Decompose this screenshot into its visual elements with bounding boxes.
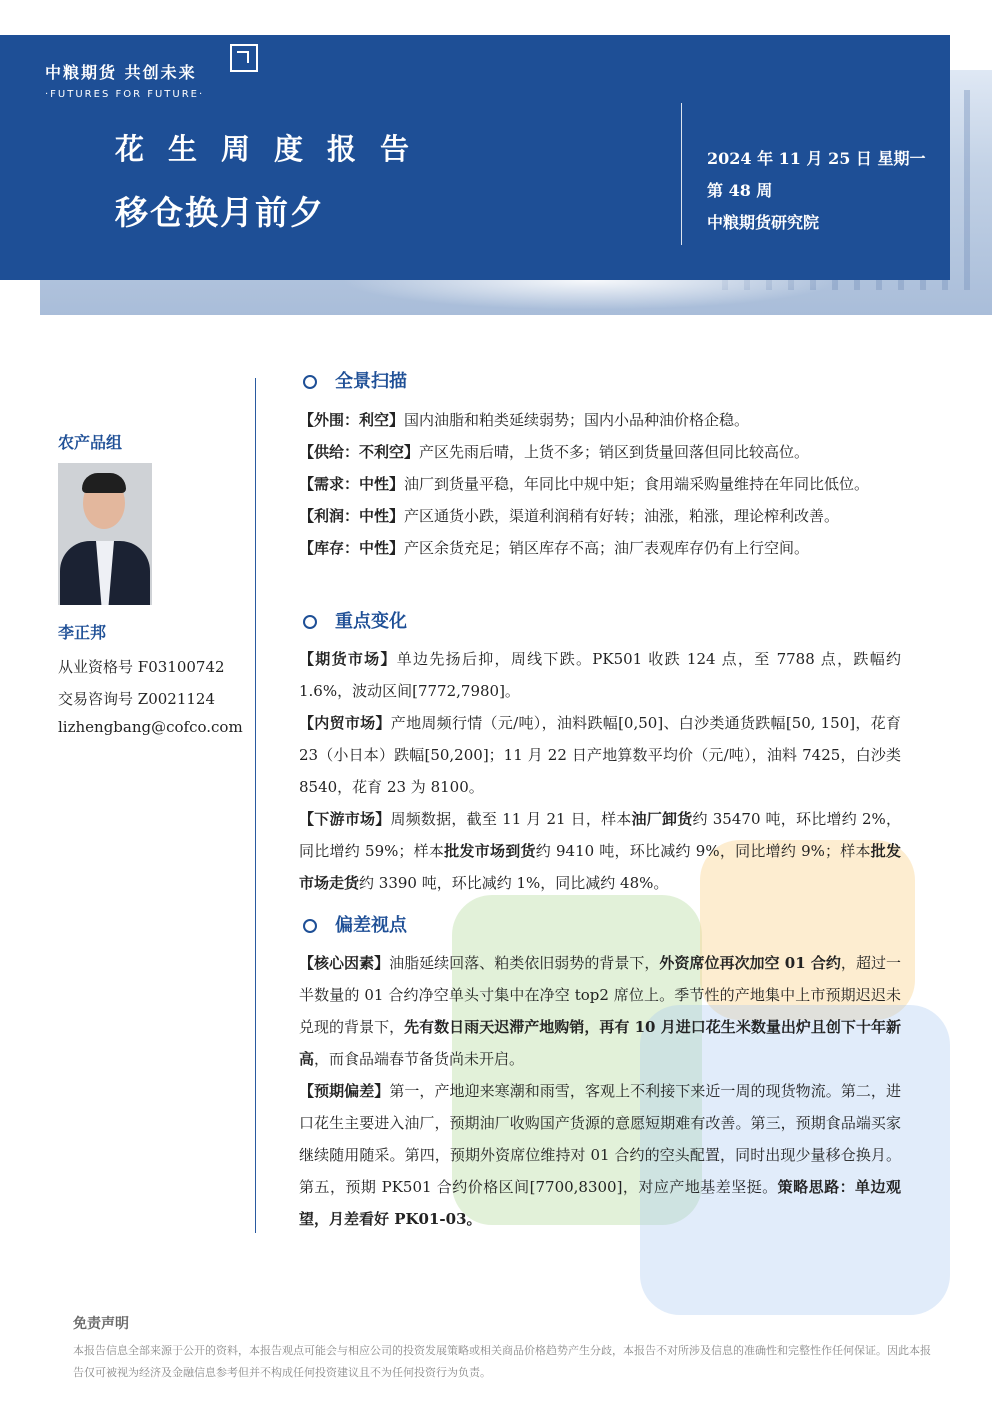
section-key-changes-body <box>299 643 901 899</box>
research-group: 农产品组 <box>58 433 123 452</box>
section-bias-view-body <box>299 947 901 1235</box>
paragraph: 【预期偏差】第一，产地迎来寒潮和雨雪，客观上不利接下来近一周的现货物流。第二，进口花生主要进入油厂，预期油厂收购国产货源的意愿短期难有改善。第三，预期食品端买家继续随用随采。第四，预期外资席位维持对 01 合约的空头配置，同时出现少量移仓换月。第五，预期 PK501 合约价格区间[7700,8300]，对应产地基差坚挺。策略思路：单边观望，月差看好 PK01-03。 <box>299 1082 901 1228</box>
paragraph: 【核心因素】油脂延续回落、粕类依旧弱势的背景下，外资席位再次加空 01 合约，超过一半数量的 01 合约净空单头寸集中在净空 top2 席位上。季节性的产地集中上市预期迟迟未兑现的背景下，先有数日雨天迟滞产地购销，再有 10 月进口花生米数量出炉且创下十年新高，而食品端春节备货尚未开启。 <box>299 954 901 1068</box>
circle-bullet-icon <box>303 615 317 629</box>
paragraph: 【库存：中性】产区余货充足；销区库存不高；油厂表观库存仍有上行空间。 <box>299 539 810 557</box>
license-number: F03100742 <box>137 658 225 676</box>
section-heading-overview: 全景扫描 <box>303 367 407 393</box>
analyst-avatar <box>58 463 152 605</box>
paragraph: 【下游市场】周频数据，截至 11 月 21 日，样本油厂卸货约 35470 吨，环比增约 2%，同比增约 59%；样本批发市场到货约 9410 吨，环比减约 9%，同比增约 9%；样本批发市场走货约 3390 吨，环比减约 1%，同比减约 48%。 <box>299 810 901 892</box>
paragraph: 【期货市场】单边先扬后抑，周线下跌。PK501 收跌 124 点，至 7788 点，跌幅约 1.6%，波动区间[7772,7980]。 <box>299 650 901 700</box>
paragraph: 【供给：不利空】产区先雨后晴，上货不多；销区到货量回落但同比较高位。 <box>299 443 810 461</box>
license-info <box>58 656 225 677</box>
consult-info <box>58 688 215 709</box>
report-type: 花生周度报告 <box>115 132 434 166</box>
disclaimer-title: 免责声明 <box>73 1316 129 1332</box>
section-heading-bias-view: 偏差视点 <box>303 911 407 937</box>
paragraph: 【外围：利空】国内油脂和粕类延续弱势；国内小品种油价格企稳。 <box>299 411 750 429</box>
analyst-email[interactable]: lizhengbang@cofco.com <box>58 718 243 736</box>
report-date: 2024 年 11 月 25 日 星期一 <box>707 149 926 168</box>
license-label: 从业资格号 <box>58 658 134 676</box>
column-divider <box>255 378 256 1233</box>
section-heading-key-changes: 重点变化 <box>303 607 407 633</box>
analyst-name: 李正邦 <box>58 623 107 642</box>
logo-chinese: 中粮期货 共创未来 <box>45 63 197 82</box>
section-overview-body <box>299 404 901 564</box>
consult-label: 交易咨询号 <box>58 690 134 708</box>
disclaimer-text: 本报告信息全部来源于公开的资料，本报告观点可能会与相应公司的投资发展策略或相关商品价格趋势产生分歧，本报告不对所涉及信息的准确性和完整性作任何保证。因此本报告仅可被视为经济及金融信息参考但并不构成任何投资建议且不为任何投资行为负责。 <box>73 1344 931 1379</box>
company-logo <box>45 60 204 100</box>
circle-bullet-icon <box>303 375 317 389</box>
logo-mark-icon <box>230 44 258 72</box>
header-divider <box>681 103 682 245</box>
analyst-sidebar <box>58 430 258 736</box>
report-week: 第 48 周 <box>707 181 773 200</box>
circle-bullet-icon <box>303 919 317 933</box>
paragraph: 【内贸市场】产地周频行情（元/吨），油料跌幅[0,50]、白沙类通货跌幅[50, 150]，花育 23（小日本）跌幅[50,200]；11 月 22 日产地算数平均价（元/吨），油料 7425，白沙类 8540，花育 23 为 8100。 <box>299 714 901 796</box>
logo-english: ·FUTURES FOR FUTURE· <box>45 89 205 100</box>
paragraph: 【需求：中性】油厂到货量平稳，年同比中规中矩；食用端采购量维持在年同比低位。 <box>299 475 870 493</box>
paragraph: 【利润：中性】产区通货小跌，渠道利润稍有好转；油涨，粕涨，理论榨利改善。 <box>299 507 840 525</box>
report-title: 移仓换月前夕 <box>115 193 325 232</box>
report-institute: 中粮期货研究院 <box>707 213 820 232</box>
consult-number: Z0021124 <box>137 690 216 708</box>
